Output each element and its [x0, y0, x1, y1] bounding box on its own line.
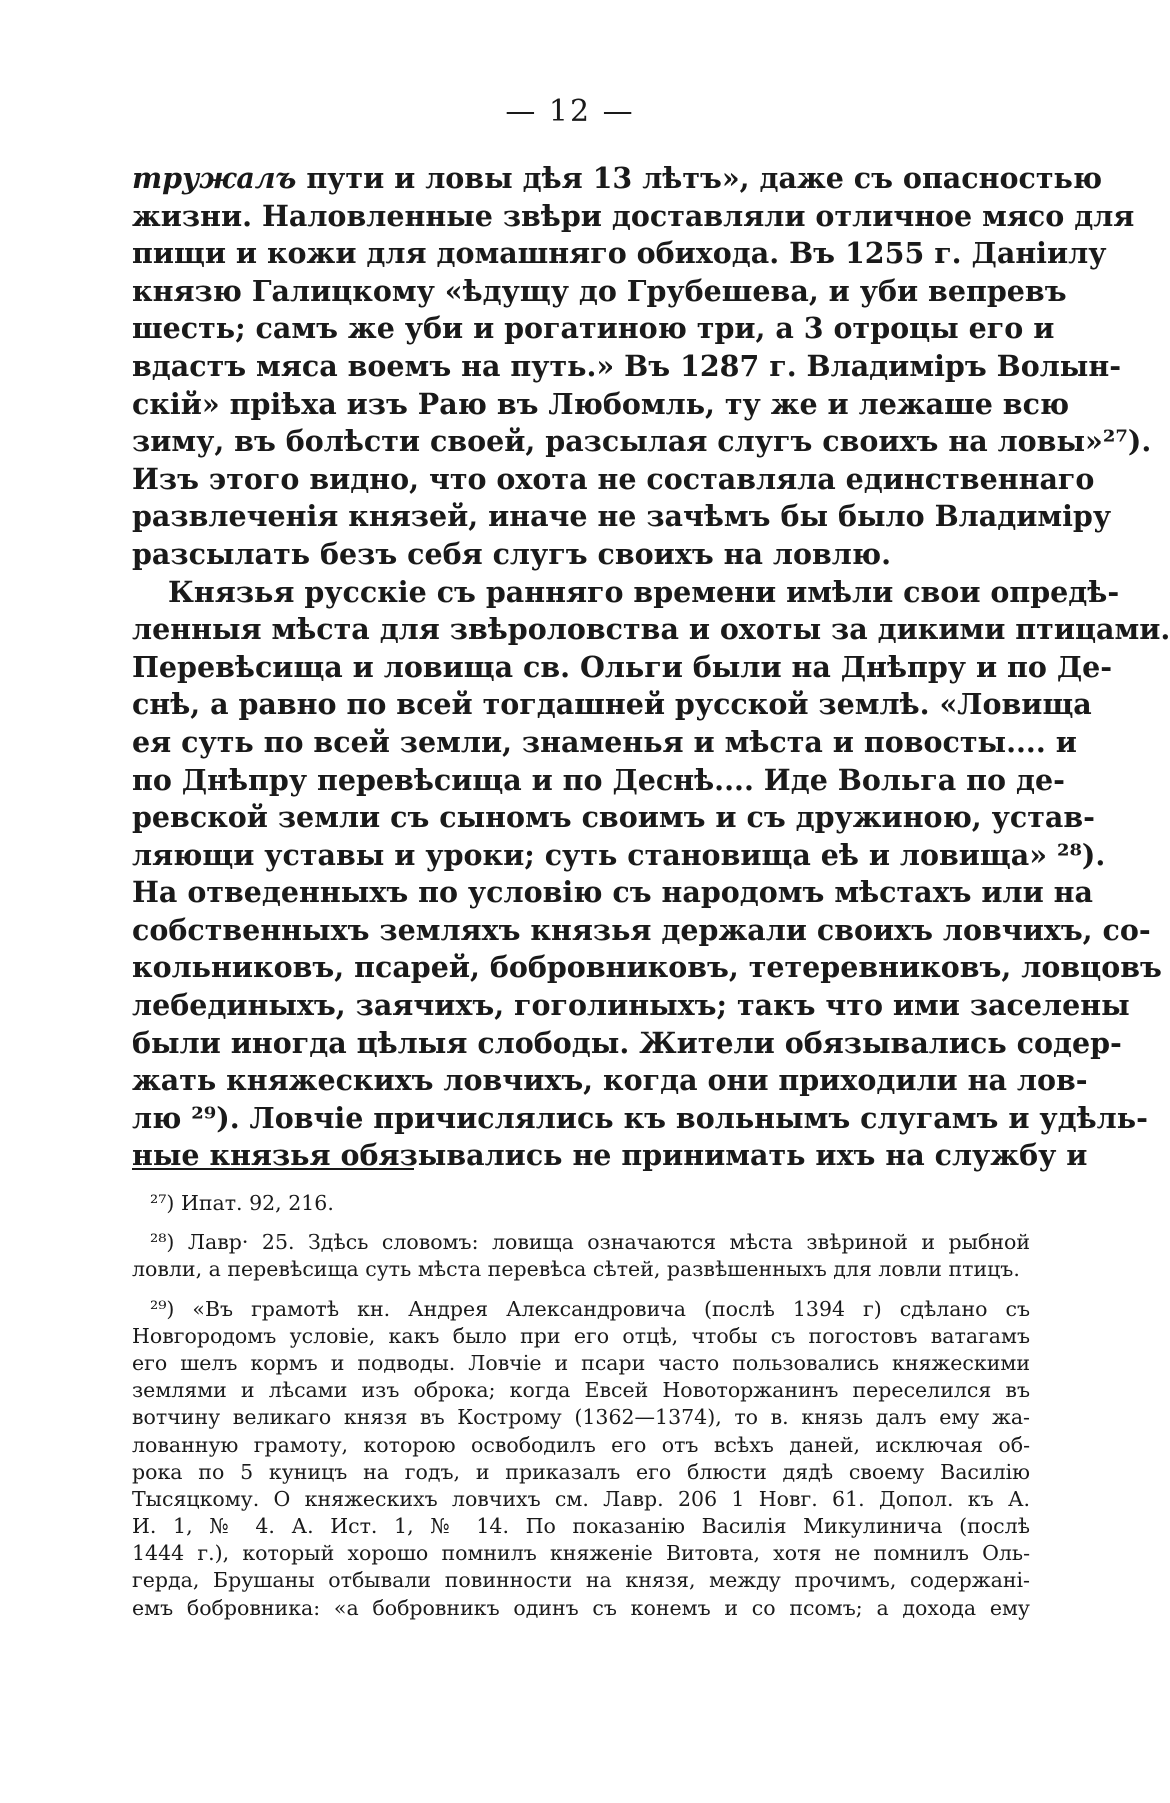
- text-line: Изъ этого видно, что охота не составляла единственнаго: [132, 461, 1095, 496]
- footnote-line: герда, Брушаны отбывали повинности на князя, между прочимъ, содержані-: [132, 1568, 1030, 1593]
- italic-word: тружалъ: [132, 161, 297, 195]
- text-line: ные князья обязывались не принимать ихъ на службу и: [132, 1138, 1088, 1173]
- footnote-line: емъ бобровника: «а бобровникъ одинъ съ конемъ и со псомъ; а дохода ему: [132, 1595, 1030, 1620]
- footnote-line: вотчину великаго князя въ Кострому (1362—1374), то в. князь далъ ему жа-: [132, 1405, 1030, 1430]
- main-text: [132, 160, 1170, 1175]
- footnote-line: И. 1, № 4. А. Ист. 1, № 14. По показанію Василія Микулинича (послѣ: [132, 1514, 1030, 1539]
- text-line: разсылать безъ себя слугъ своихъ на ловлю.: [132, 536, 891, 571]
- footnote-27: ²⁷) Ипат. 92, 216.: [150, 1191, 334, 1215]
- text-line: были иногда цѣлыя слободы. Жители обязывались содер-: [132, 1025, 1122, 1060]
- footnotes: [132, 1190, 1030, 1622]
- footnote-line: лованную грамоту, которою освободилъ его отъ всѣхъ даней, исключая об-: [132, 1432, 1030, 1457]
- text-line: тружалъ пути и ловы дѣя 13 лѣтъ», даже съ опасностью: [132, 161, 1103, 195]
- footnote-28: ²⁸) Лавр· 25. Здѣсь словомъ: ловища означаются мѣста звѣриной и рыбной: [150, 1230, 1030, 1255]
- footnote-line: Тысяцкому. О княжескихъ ловчихъ см. Лавр. 206 1 Новг. 61. Допол. къ А.: [132, 1486, 1030, 1511]
- footnote-29: ²⁹) «Въ грамотѣ кн. Андрея Александровича (послѣ 1394 г) сдѣлано съ: [150, 1296, 1030, 1321]
- text-line: зиму, въ болѣсти своей, разсылая слугъ своихъ на ловы»²⁷).: [132, 424, 1152, 459]
- text-line: снѣ, а равно по всей тогдашней русской землѣ. «Ловища: [132, 687, 1092, 722]
- text-line: по Днѣпру перевѣсища и по Деснѣ.... Иде Вольга по де-: [132, 762, 1065, 797]
- text-line: ея суть по всей земли, знаменья и мѣста и повосты.... и: [132, 724, 1077, 759]
- text-line: ляющи уставы и уроки; суть становища еѣ и ловища» ²⁸).: [132, 837, 1106, 872]
- text-line: пищи и кожи для домашняго обихода. Въ 1255 г. Даніилу: [132, 236, 1107, 271]
- footnote-divider: [132, 1168, 414, 1170]
- text-line: кольниковъ, псарей, бобровниковъ, тетеревниковъ, ловцовъ: [132, 950, 1162, 985]
- text-line: Перевѣсища и ловища св. Ольги были на Днѣпру и по Де-: [132, 649, 1113, 684]
- text-line: развлеченія князей, иначе не зачѣмъ бы было Владиміру: [132, 499, 1112, 534]
- footnote-line: ловли, а перевѣсища суть мѣста перевѣса сѣтей, развѣшенныхъ для ловли птицъ.: [132, 1257, 1020, 1282]
- text-line: шесть; самъ же уби и рогатиною три, а 3 отроцы его и: [132, 311, 1055, 346]
- text-line: Князья русскіе съ ранняго времени имѣли свои опредѣ-: [168, 574, 1120, 609]
- text-line: князю Галицкому «ѣдущу до Грубешева, и уби вепревъ: [132, 273, 1067, 308]
- text-line: ревской земли съ сыномъ своимъ и съ дружиною, устав-: [132, 800, 1095, 835]
- text-line: лю ²⁹). Ловчіе причислялись къ вольнымъ слугамъ и удѣль-: [132, 1100, 1148, 1135]
- text-line: ленныя мѣста для звѣроловства и охоты за дикими птицами.: [132, 612, 1170, 647]
- text-line: лебединыхъ, заячихъ, гоголиныхъ; такъ что ими заселены: [132, 988, 1130, 1023]
- footnote-line: землями и лѣсами изъ оброка; когда Евсей Новоторжанинъ переселился въ: [132, 1378, 1030, 1403]
- text-line: собственныхъ земляхъ князья держали своихъ ловчихъ, со-: [132, 912, 1151, 947]
- footnote-line: Новгородомъ условіе, какъ было при его отцѣ, чтобы съ погостовъ ватагамъ: [132, 1323, 1030, 1348]
- text-line: На отведенныхъ по условію съ народомъ мѣстахъ или на: [132, 875, 1093, 910]
- page-number: — 12 —: [505, 94, 635, 129]
- text-line: жизни. Наловленные звѣри доставляли отличное мясо для: [132, 198, 1135, 233]
- footnote-line: 1444 г.), который хорошо помнилъ княженіе Витовта, хотя не помнилъ Оль-: [132, 1541, 1030, 1566]
- text-line: скій» пріѣха изъ Раю въ Любомль, ту же и лежаше всю: [132, 386, 1070, 421]
- footnote-line: рока по 5 куницъ на годъ, и приказалъ его блюсти дядѣ своему Василію: [132, 1459, 1030, 1484]
- text-line: жать княжескихъ ловчихъ, когда они приходили на лов-: [132, 1063, 1088, 1098]
- footnote-line: его шелъ кормъ и подводы. Ловчіе и псари часто пользовались княжескими: [132, 1350, 1030, 1375]
- text-line: вдастъ мяса воемъ на путь.» Въ 1287 г. Владиміръ Волын-: [132, 348, 1122, 383]
